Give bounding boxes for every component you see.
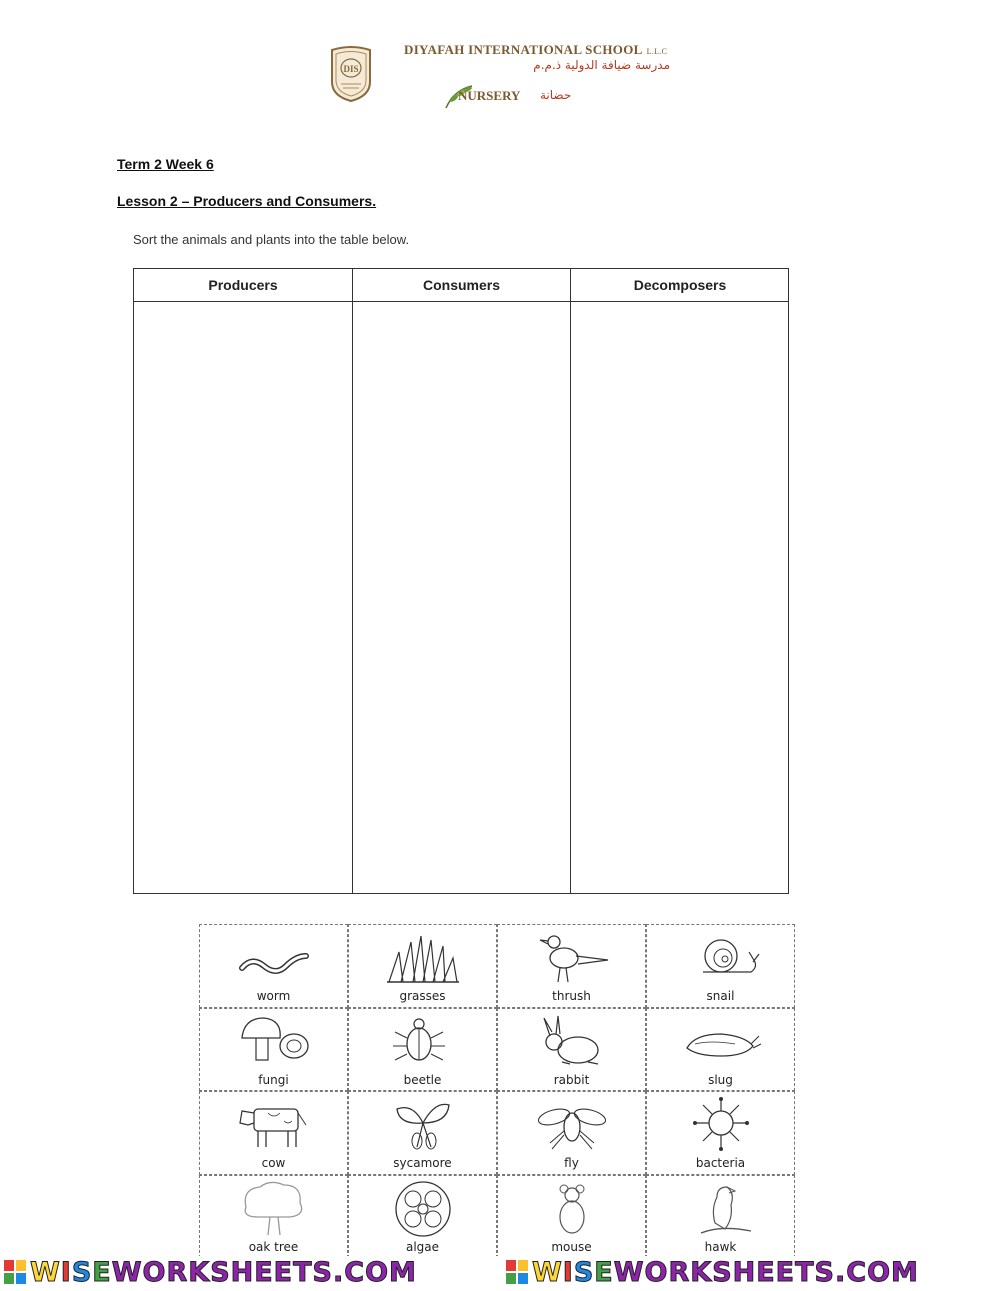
sort-table: [133, 268, 789, 894]
nursery-ar: حضانة: [540, 88, 572, 102]
card-label: sycamore: [393, 1156, 452, 1170]
card-label: oak tree: [248, 1239, 299, 1254]
school-header: [0, 30, 1000, 120]
header-producers: Producers: [208, 277, 278, 293]
brand-logo-icon: [4, 1260, 26, 1284]
card-fungi[interactable]: [199, 1008, 348, 1092]
watermark-text: WISEWORKSHEETS.COM: [30, 1257, 417, 1288]
worm-icon: [234, 928, 314, 986]
card-label: slug: [708, 1072, 733, 1087]
card-label: mouse: [551, 1239, 592, 1254]
card-label: fly: [564, 1156, 579, 1170]
bacteria-icon: [681, 1095, 761, 1153]
card-label: beetle: [403, 1072, 442, 1087]
footer-watermark: [0, 1256, 1000, 1291]
watermark-text: WISEWORKSHEETS.COM: [532, 1257, 919, 1288]
card-thrush[interactable]: [497, 924, 646, 1008]
brand-logo-icon: [506, 1260, 528, 1284]
card-fly[interactable]: [497, 1091, 646, 1175]
snail-icon: [681, 928, 761, 986]
beetle-icon: [383, 1012, 463, 1070]
card-beetle[interactable]: [348, 1008, 497, 1092]
card-oak-tree[interactable]: [199, 1175, 348, 1259]
card-grid: [199, 924, 795, 1258]
card-label: cow: [261, 1156, 286, 1170]
card-label: rabbit: [553, 1072, 590, 1087]
card-hawk[interactable]: [646, 1175, 795, 1259]
card-mouse[interactable]: [497, 1175, 646, 1259]
tree-icon: [234, 1179, 314, 1237]
card-cow[interactable]: [199, 1091, 348, 1175]
card-label: worm: [256, 989, 291, 1003]
consumers-drop-zone[interactable]: [353, 302, 570, 893]
algae-icon: [383, 1179, 463, 1237]
rabbit-icon: [532, 1012, 612, 1070]
producers-drop-zone[interactable]: [134, 302, 352, 893]
nursery-en: NURSERY: [458, 88, 521, 103]
decomposers-drop-zone[interactable]: [571, 302, 789, 893]
card-slug[interactable]: [646, 1008, 795, 1092]
school-name-ar: مدرسة ضيافة الدولية ذ.م.م: [533, 58, 670, 72]
card-algae[interactable]: [348, 1175, 497, 1259]
card-snail[interactable]: [646, 924, 795, 1008]
mushroom-icon: [234, 1012, 314, 1070]
card-sycamore[interactable]: [348, 1091, 497, 1175]
card-bacteria[interactable]: [646, 1091, 795, 1175]
school-name-en: DIYAFAH INTERNATIONAL SCHOOL L.L.C: [404, 42, 668, 57]
card-grasses[interactable]: [348, 924, 497, 1008]
card-label: grasses: [399, 989, 446, 1003]
header-decomposers: Decomposers: [633, 277, 727, 293]
card-label: hawk: [704, 1239, 737, 1254]
instruction-text: Sort the animals and plants into the table below.: [133, 232, 410, 247]
card-label: thrush: [552, 989, 591, 1003]
hawk-icon: [681, 1179, 761, 1237]
card-label: algae: [405, 1239, 440, 1254]
slug-icon: [681, 1012, 761, 1070]
card-rabbit[interactable]: [497, 1008, 646, 1092]
fly-icon: [532, 1095, 612, 1153]
card-label: snail: [706, 989, 735, 1003]
card-worm[interactable]: [199, 924, 348, 1008]
mouse-icon: [532, 1179, 612, 1237]
grass-icon: [383, 928, 463, 986]
card-label: fungi: [258, 1072, 289, 1087]
seed-icon: [383, 1095, 463, 1153]
header-consumers: Consumers: [422, 277, 501, 293]
lesson-title: Lesson 2 – Producers and Consumers.: [117, 193, 377, 209]
svg-text:DIS: DIS: [343, 64, 359, 74]
cow-icon: [234, 1095, 314, 1153]
bird-icon: [532, 928, 612, 986]
card-label: bacteria: [695, 1156, 746, 1170]
term-title: Term 2 Week 6: [117, 156, 214, 172]
nursery-label: [444, 84, 614, 108]
school-crest-icon: [328, 44, 374, 102]
